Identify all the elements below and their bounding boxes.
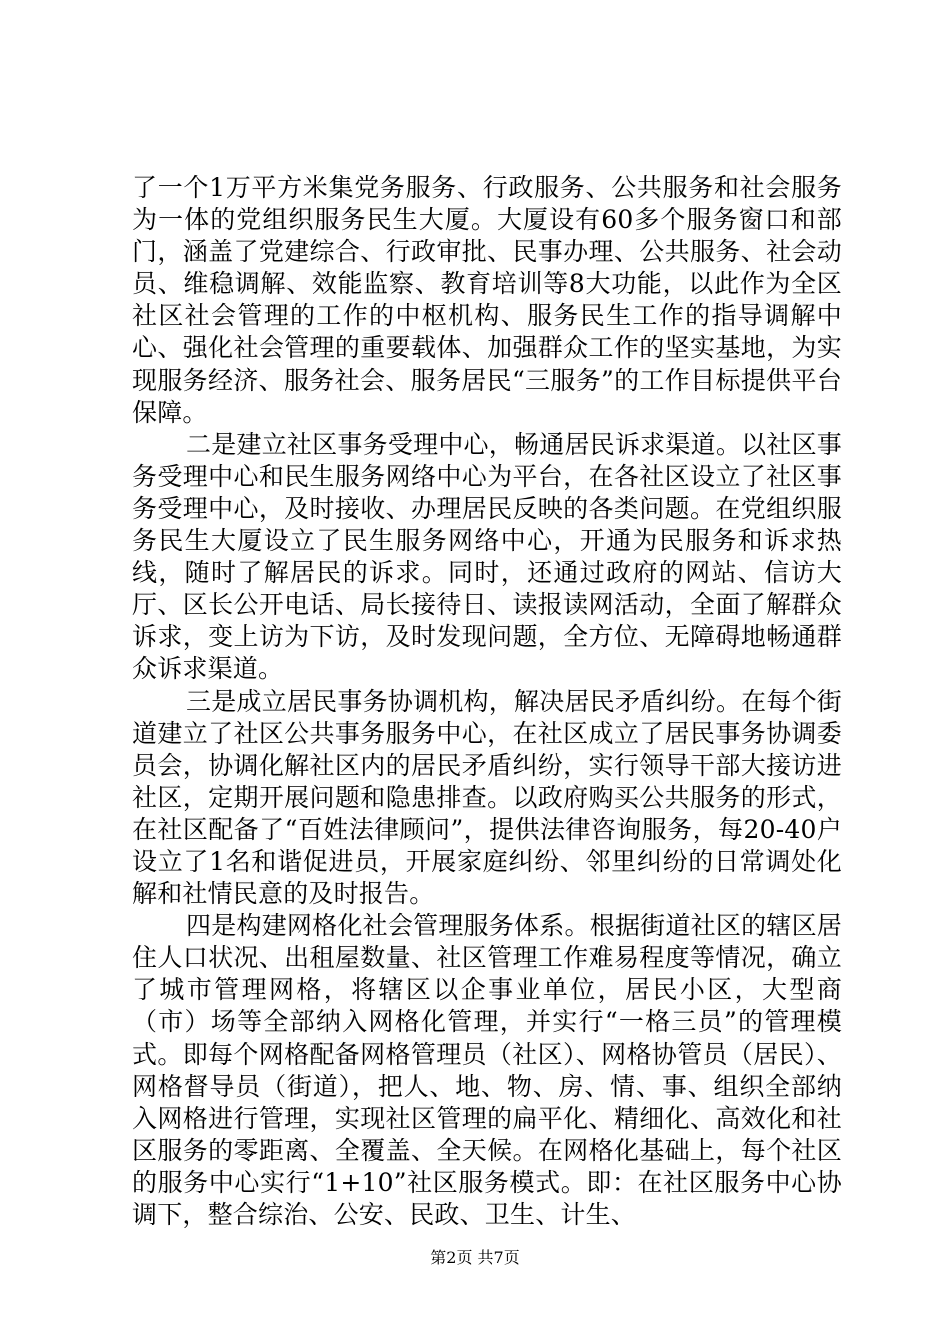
body-text <box>132 172 842 1231</box>
paragraph-2: 二是建立社区事务受理中心，畅通居民诉求渠道。以社区事务受理中心和民生服务网络中心为平台，在各社区设立了社区事务受理中心，及时接收、办理居民反映的各类问题。在党组织服务民生大厦设立了民生服务网络中心，开通为民服务和诉求热线，随时了解居民的诉求。同时，还通过政府的网站、信访大厅、区长公开电话、局长接待日、读报读网活动，全面了解群众诉求，变上访为下访，及时发现问题，全方位、无障碍地畅通群众诉求渠道。 <box>132 429 842 684</box>
paragraph-1: 了一个1万平方米集党务服务、行政服务、公共服务和社会服务为一体的党组织服务民生大厦。大厦设有60多个服务窗口和部门，涵盖了党建综合、行政审批、民事办理、公共服务、社会动员、维稳调解、效能监察、教育培训等8大功能，以此作为全区社区社会管理的工作的中枢机构、服务民生工作的指导调解中心、强化社会管理的重要载体、加强群众工作的坚实基地，为实现服务经济、服务社会、服务居民“三服务”的工作目标提供平台保障。 <box>132 173 842 427</box>
paragraph-3: 三是成立居民事务协调机构，解决居民矛盾纠纷。在每个街道建立了社区公共事务服务中心，在社区成立了居民事务协调委员会，协调化解社区内的居民矛盾纠纷，实行领导干部大接访进社区，定期开展问题和隐患排查。以政府购买公共服务的形式，在社区配备了“百姓法律顾问”，提供法律咨询服务，每20-40户设立了1名和谐促进员，开展家庭纠纷、邻里纠纷的日常调处化解和社情民意的及时报告。 <box>132 686 842 909</box>
paragraph-4: 四是构建网格化社会管理服务体系。根据街道社区的辖区居住人口状况、出租屋数量、社区管理工作难易程度等情况，确立了城市管理网格，将辖区以企事业单位，居民小区，大型商（市）场等全部纳入网格化管理，并实行“一格三员”的管理模式。即每个网格配备网格管理员（社区）、网格协管员（居民）、网格督导员（街道），把人、地、物、房、情、事、组织全部纳入网格进行管理，实现社区管理的扁平化、精细化、高效化和社区服务的零距离、全覆盖、全天候。在网格化基础上，每个社区的服务中心实行“1+10”社区服务模式。即：在社区服务中心协调下，整合综治、公安、民政、卫生、计生、 <box>132 911 842 1229</box>
page-number-footer: 第2页 共7页 <box>430 1248 520 1267</box>
